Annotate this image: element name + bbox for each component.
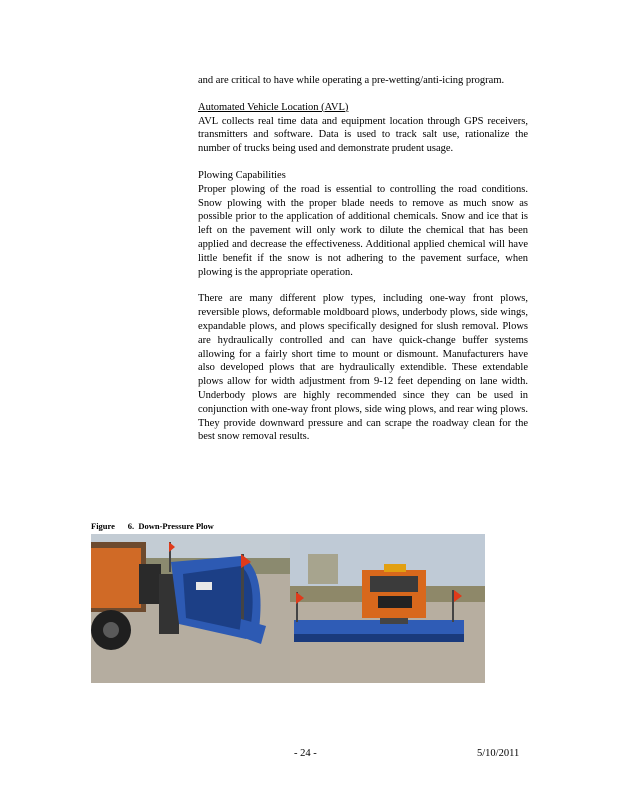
figure-caption	[91, 521, 214, 531]
plowing-paragraph-1: Proper plowing of the road is essential to controlling the road conditions. Snow plowing with the proper blade needs to remove as much snow as possible prior to the application of additional chemicals. Snow and ice that is left on the pavement will only work to dilute the chemical that has been applied and decrease the effectiveness. Additional applied chemical will have little benefit if the snow is not adhering to the pavement surface, when plowing is the appropriate operation.	[198, 183, 528, 278]
plowing-paragraph-2: There are many different plow types, including one-way front plows, reversible plows, deformable moldboard plows, underbody plows, side wings, expandable plows, and plows specifically designed for slush removal. Plows are hydraulically controlled and can have quick-change buffer systems allowing for a fairly short time to mount or dismount. Manufacturers have also developed plows that are hydraulically extendible. These extendable plows allow for width adjustment from 9-12 feet depending on lane width. Underbody plows are highly recommended since they can be used in conjunction with one-way front plows, side wing plows, and rear wing plows. They provide downward pressure and can scrape the roadway clean for the best snow removal results.	[198, 293, 528, 443]
figure-label: Figure	[91, 521, 115, 531]
plow-side-view-image	[91, 534, 290, 683]
figure-title: Down-Pressure Plow	[138, 521, 214, 531]
plowing-heading: Plowing Capabilities	[198, 169, 286, 181]
body-text-column	[198, 74, 528, 444]
avl-paragraph: AVL collects real time data and equipment location through GPS receivers, transmitters and software. Data is used to track salt use, rationalize the number of trucks being used and demonstrate prudent usage.	[198, 115, 528, 155]
plow-photo-right	[290, 534, 485, 683]
plow-photo-left	[91, 534, 290, 683]
page-number: - 24 -	[294, 748, 317, 759]
intro-paragraph: and are critical to have while operating a pre-wetting/anti-icing program.	[198, 75, 505, 86]
figure-number: 6.	[127, 521, 135, 531]
avl-heading: Automated Vehicle Location (AVL)	[198, 101, 349, 113]
footer-date: 5/10/2011	[477, 748, 520, 759]
plow-front-view-image	[290, 534, 485, 683]
